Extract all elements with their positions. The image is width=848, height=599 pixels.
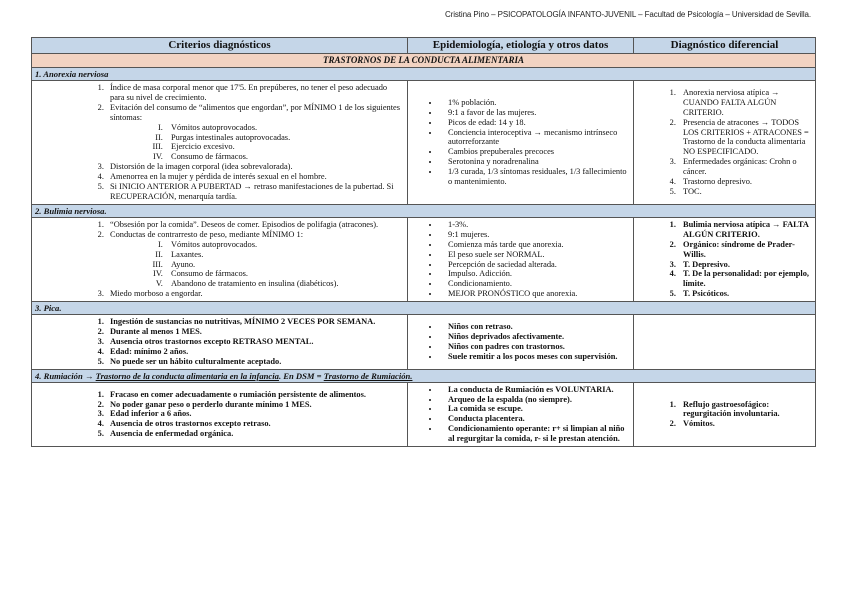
list-item: 5. Si INICIO ANTERIOR A PUBERTAD → retraso manifestaciones de la pubertad. Si RECUPERACIÓN, menarquía tardía. bbox=[106, 182, 403, 202]
section-title-part: Trastorno de la conducta alimentaria en la infancia bbox=[95, 370, 279, 381]
list-item: 4. Trastorno depresivo. bbox=[678, 177, 811, 187]
list-item: 2. No poder ganar peso o perderlo durante mínimo 1 MES. bbox=[106, 400, 403, 410]
pica-epidemiology bbox=[408, 315, 634, 370]
list-item: • MEJOR PRONÓSTICO que anorexia. bbox=[440, 289, 629, 299]
list-item: 3. Miedo morboso a engordar. bbox=[106, 289, 403, 299]
list-item-text: Conductas de contrarresto de peso, mediante MÍNIMO 1: bbox=[110, 229, 304, 239]
list-item bbox=[106, 103, 403, 162]
column-header-criteria: Criterios diagnósticos bbox=[32, 38, 408, 54]
list-item: 5. Ausencia de enfermedad orgánica. bbox=[106, 429, 403, 439]
section-row-rumination bbox=[32, 382, 816, 446]
list-item: • Niños con retraso. bbox=[440, 322, 629, 332]
list-item: • El peso suele ser NORMAL. bbox=[440, 250, 629, 260]
list-item: 5. TOC. bbox=[678, 187, 811, 197]
list-item: 2. Vómitos. bbox=[678, 419, 811, 429]
section-title-anorexia: 1. Anorexia nerviosa bbox=[32, 68, 816, 81]
list-item: • La comida se escupe. bbox=[440, 404, 629, 414]
list-item: • 9:1 mujeres. bbox=[440, 230, 629, 240]
list-item: 1. Anorexia nerviosa atípica → CUANDO FALTA ALGÚN CRITERIO. bbox=[678, 88, 811, 118]
list-item: • Niños con padres con trastornos. bbox=[440, 342, 629, 352]
anorexia-differential bbox=[634, 81, 816, 205]
sub-list-item: IV. Consumo de fármacos. bbox=[165, 269, 403, 279]
list-item: 4. Edad: mínimo 2 años. bbox=[106, 347, 403, 357]
sub-list-item: II. Laxantes. bbox=[165, 250, 403, 260]
list-item: • Cambios prepuberales precoces bbox=[440, 147, 629, 157]
bulimia-epidemiology bbox=[408, 217, 634, 301]
sub-list-item: III. Ejercicio excesivo. bbox=[165, 142, 403, 152]
list-item: 3. Enfermedades orgánicas: Crohn o cáncer. bbox=[678, 157, 811, 177]
list-item: • Niños deprivados afectivamente. bbox=[440, 332, 629, 342]
list-item: • Conciencia interoceptiva → mecanismo intrínseco autorreforzante bbox=[440, 128, 629, 148]
rumination-criteria bbox=[32, 382, 408, 446]
list-item: • 1% población. bbox=[440, 98, 629, 108]
list-item: 1. Fracaso en comer adecuadamente o rumiación persistente de alimentos. bbox=[106, 390, 403, 400]
section-title-rumination bbox=[32, 369, 816, 382]
list-item: 3. T. Depresivo. bbox=[678, 260, 811, 270]
sub-list-item: III. Ayuno. bbox=[165, 260, 403, 270]
section-row-anorexia bbox=[32, 81, 816, 205]
list-item: • Serotonina y noradrenalina bbox=[440, 157, 629, 167]
list-item: 1. “Obsesión por la comida”. Deseos de comer. Episodios de polifagia (atracones). bbox=[106, 220, 403, 230]
section-title-part: Trastorno de Rumiación. bbox=[323, 370, 413, 381]
list-item: 5. No puede ser un hábito culturalmente aceptado. bbox=[106, 357, 403, 367]
list-item: 3. Distorsión de la imagen corporal (idea sobrevalorada). bbox=[106, 162, 403, 172]
list-item: • Condicionamiento. bbox=[440, 279, 629, 289]
column-header-row bbox=[32, 38, 816, 54]
column-header-differential: Diagnóstico diferencial bbox=[634, 38, 816, 54]
bulimia-differential bbox=[634, 217, 816, 301]
sub-list-item: IV. Consumo de fármacos. bbox=[165, 152, 403, 162]
pica-differential bbox=[634, 315, 816, 370]
pica-criteria bbox=[32, 315, 408, 370]
list-item: • La conducta de Rumiación es VOLUNTARIA. bbox=[440, 385, 629, 395]
list-item: 2. Presencia de atracones → TODOS LOS CRITERIOS + ATRACONES = Trastorno de la conducta alimentaria NO ESPECIFICADO. bbox=[678, 118, 811, 158]
list-item: • Picos de edad: 14 y 18. bbox=[440, 118, 629, 128]
list-item-text: Evitación del consumo de “alimentos que engordan”, por MÍNIMO 1 de los siguientes síntomas: bbox=[110, 102, 401, 122]
section-title-pica: 3. Pica. bbox=[32, 302, 816, 315]
list-item: 1. Índice de masa corporal menor que 17'5. En prepúberes, no tener el peso adecuado para su nivel de crecimiento. bbox=[106, 83, 403, 103]
column-header-epidemiology: Epidemiología, etiología y otros datos bbox=[408, 38, 634, 54]
list-item: 4. Amenorrea en la mujer y pérdida de interés sexual en el hombre. bbox=[106, 172, 403, 182]
sub-list-item: II. Purgas intestinales autoprovocadas. bbox=[165, 133, 403, 143]
anorexia-epidemiology bbox=[408, 81, 634, 205]
list-item: • Conducta placentera. bbox=[440, 414, 629, 424]
section-title-part: 4. Rumiación → bbox=[35, 370, 96, 381]
section-row-pica bbox=[32, 315, 816, 370]
list-item: • Percepción de saciedad alterada. bbox=[440, 260, 629, 270]
list-item: • Arqueo de la espalda (no siempre). bbox=[440, 395, 629, 405]
section-title-part: . En DSM = bbox=[278, 370, 324, 381]
list-item: 3. Edad inferior a 6 años. bbox=[106, 409, 403, 419]
page-header: Cristina Pino – PSICOPATOLOGÍA INFANTO-JUVENIL – Facultad de Psicología – Universidad de Sevilla. bbox=[444, 10, 811, 19]
section-row-bulimia bbox=[32, 217, 816, 301]
list-item: 5. T. Psicóticos. bbox=[678, 289, 811, 299]
diagnostic-table bbox=[31, 37, 816, 447]
list-item: • Comienza más tarde que anorexia. bbox=[440, 240, 629, 250]
rumination-epidemiology bbox=[408, 382, 634, 446]
sub-list-item: I. Vómitos autoprovocados. bbox=[165, 240, 403, 250]
sub-list-item: I. Vómitos autoprovocados. bbox=[165, 123, 403, 133]
sub-list-item: V. Abandono de tratamiento en insulina (diabéticos). bbox=[165, 279, 403, 289]
section-title-bulimia: 2. Bulimia nerviosa. bbox=[32, 204, 816, 217]
list-item: 2. Orgánico: síndrome de Prader-Willis. bbox=[678, 240, 811, 260]
list-item: • Suele remitir a los pocos meses con supervisión. bbox=[440, 352, 629, 362]
anorexia-criteria bbox=[32, 81, 408, 205]
list-item: • Impulso. Adicción. bbox=[440, 269, 629, 279]
list-item: 1. Bulimia nerviosa atípica → FALTA ALGÚN CRITERIO. bbox=[678, 220, 811, 240]
bulimia-criteria bbox=[32, 217, 408, 301]
list-item: • 1-3%. bbox=[440, 220, 629, 230]
list-item: 2. Durante al menos 1 MES. bbox=[106, 327, 403, 337]
list-item bbox=[106, 230, 403, 289]
list-item: 4. Ausencia de otros trastornos excepto retraso. bbox=[106, 419, 403, 429]
list-item: 1. Ingestión de sustancias no nutritivas, MÍNIMO 2 VECES POR SEMANA. bbox=[106, 317, 403, 327]
list-item: 4. T. De la personalidad: por ejemplo, límite. bbox=[678, 269, 811, 289]
list-item: • 9:1 a favor de las mujeres. bbox=[440, 108, 629, 118]
list-item: 3. Ausencia otros trastornos excepto RETRASO MENTAL. bbox=[106, 337, 403, 347]
table-subtitle: TRASTORNOS DE LA CONDUCTA ALIMENTARIA bbox=[32, 54, 816, 68]
list-item: • Condicionamiento operante: r+ si limpian al niño al regurgitar la comida, r- si le prestan atención. bbox=[440, 424, 629, 444]
list-item: 1. Reflujo gastroesofágico: regurgitación involuntaria. bbox=[678, 400, 811, 420]
rumination-differential bbox=[634, 382, 816, 446]
list-item: • 1/3 curada, 1/3 síntomas residuales, 1/3 fallecimiento o mantenimiento. bbox=[440, 167, 629, 187]
